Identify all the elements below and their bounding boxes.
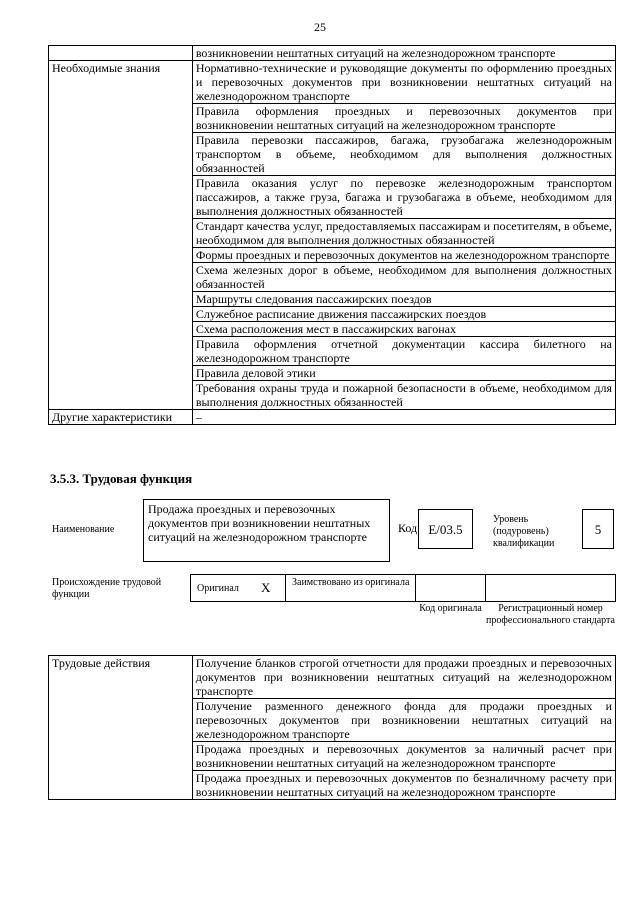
action-item: Получение разменного денежного фонда для продажи проездных и перевозочных документов при возникновении нештатных ситуаций на железнодорожном транспорте [192, 699, 615, 742]
knowledge-item: Схема железных дорог в объеме, необходимом для выполнения должностных обязанностей [192, 263, 615, 292]
knowledge-item: Маршруты следования пассажирских поездов [192, 292, 615, 307]
table-row [49, 61, 616, 104]
borrowed-label: Заимствовано из оригинала [292, 577, 410, 588]
knowledge-item: Требования охраны труда и пожарной безопасности в объеме, необходимом для выполнения должностных обязанностей [192, 381, 615, 410]
actions-label: Трудовые действия [49, 656, 193, 800]
table-row [49, 656, 616, 699]
origin-label: Происхождение трудовой функции [52, 577, 162, 600]
action-item: Продажа проездных и перевозочных документов за наличный расчет при возникновении нештатных ситуаций на железнодорожном транспорте [192, 742, 615, 771]
knowledge-item: Правила оформления проездных и перевозочных документов при возникновении нештатных ситуаций на железнодорожном транспорте [192, 104, 615, 133]
knowledge-item: Схема расположения мест в пассажирских вагонах [192, 322, 615, 337]
other-label: Другие характеристики [49, 410, 193, 425]
table-row [49, 410, 616, 425]
level-label: Уровень (подуровень) квалификации [493, 514, 555, 549]
page-number: 25 [314, 20, 326, 34]
knowledge-item: Правила оказания услуг по перевозке железнодорожным транспортом пассажиров, а также груза, багажа и грузобагажа в объеме, необходимом для выполнения должностных обязанностей [192, 176, 615, 219]
knowledge-item: Формы проездных и перевозочных документов на железнодорожном транспорте [192, 248, 615, 263]
origin-code-box [415, 574, 486, 602]
reg-number-box [485, 574, 616, 602]
knowledge-item: Нормативно-технические и руководящие документы по оформлению проездных и перевозочных документов при возникновении нештатных ситуаций на железнодорожном транспорте [192, 61, 615, 104]
function-name: Продажа проездных и перевозочных документов при возникновении нештатных ситуаций на железнодорожном транспорте [143, 499, 390, 562]
table-row [49, 46, 616, 61]
knowledge-table [48, 45, 616, 425]
reg-caption: Регистрационный номер профессионального стандарта [486, 603, 615, 626]
code-label: Код [398, 521, 418, 535]
other-value: – [192, 410, 615, 425]
knowledge-item: Правила оформления отчетной документации кассира билетного на железнодорожном транспорте [192, 337, 615, 366]
name-label: Наименование [52, 524, 115, 535]
action-item: Продажа проездных и перевозочных документов по безналичному расчету при возникновении нештатных ситуаций на железнодорожном транспорте [192, 771, 615, 800]
original-cell [190, 574, 286, 602]
original-label: Оригинал [197, 583, 239, 594]
knowledge-item: Стандарт качества услуг, предоставляемых пассажирам и посетителям, в объеме, необходимом для выполнения должностных обязанностей [192, 219, 615, 248]
level-value: 5 [582, 509, 614, 549]
section-heading: 3.5.3. Трудовая функция [50, 471, 193, 486]
knowledge-item: Правила перевозки пассажиров, багажа, грузобагажа железнодорожным транспортом в объеме, необходимом для выполнения должностных обязанностей [192, 133, 615, 176]
table-cell: возникновении нештатных ситуаций на железнодорожном транспорте [192, 46, 615, 61]
action-item: Получение бланков строгой отчетности для продажи проездных и перевозочных документов при возникновении нештатных ситуаций на железнодорожном транспорте [192, 656, 615, 699]
knowledge-item: Правила деловой этики [192, 366, 615, 381]
code-caption: Код оригинала [419, 603, 482, 614]
actions-table [48, 655, 616, 800]
borrowed-cell [285, 574, 416, 602]
code-value: E/03.5 [418, 509, 473, 549]
knowledge-label: Необходимые знания [49, 61, 193, 410]
knowledge-item: Служебное расписание движения пассажирских поездов [192, 307, 615, 322]
original-mark: X [261, 580, 271, 595]
